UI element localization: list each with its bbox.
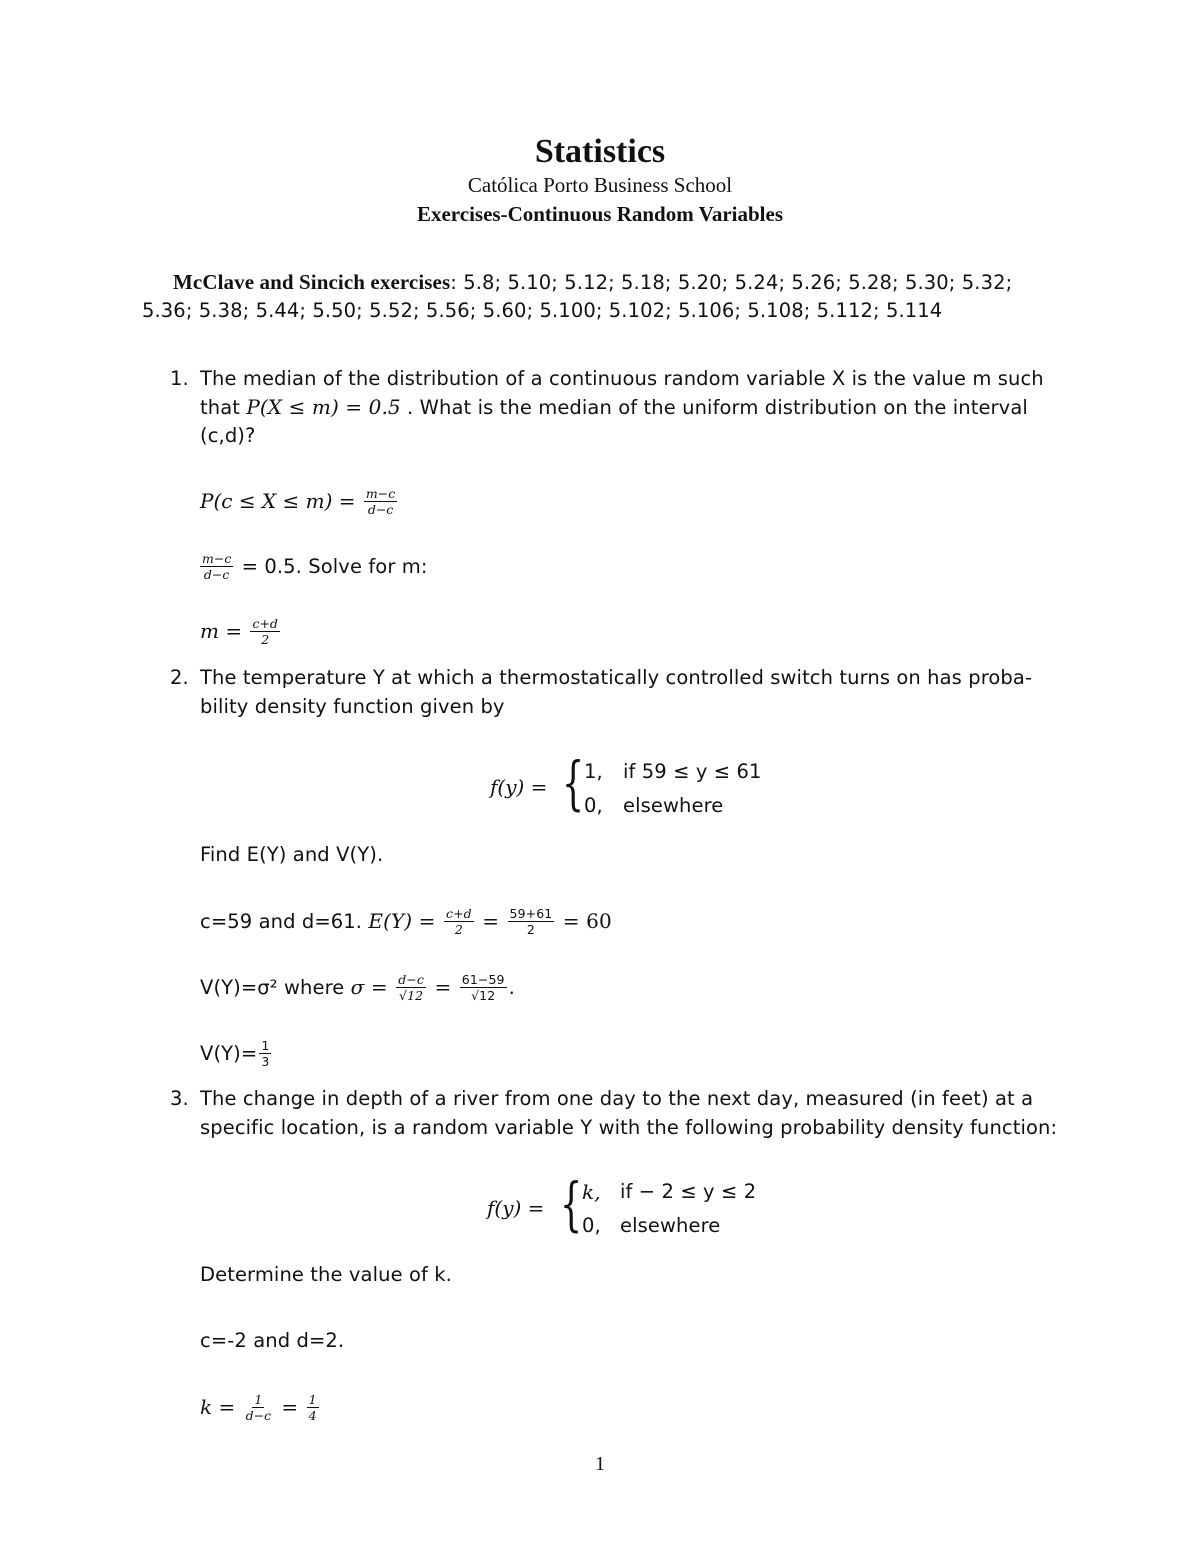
q1-line3: (c,d)? bbox=[200, 424, 256, 447]
school-name: Católica Porto Business School bbox=[467, 173, 733, 197]
q1-line1: The median of the distribution of a continuous random variable X is the value m such bbox=[200, 367, 1044, 390]
exercises-list-line1: McClave and Sincich exercises: 5.8; 5.10; 5.12; 5.18; 5.20; 5.24; 5.26; 5.28; 5.30; 5.32; bbox=[173, 270, 1013, 294]
q2-fraction-3: $\frac{d-c}{√12}$ bbox=[398, 972, 424, 1003]
q2-fraction-2: $\frac{59+61}{2}$ bbox=[509, 906, 553, 937]
exercises-list-line2: 5.36; 5.38; 5.44; 5.50; 5.52; 5.56; 5.60; 5.100; 5.102; 5.106; 5.108; 5.112; 5.114 bbox=[142, 299, 943, 322]
q3-case2-condition: elsewhere bbox=[620, 1214, 721, 1237]
q1-fraction-2: $\frac{m-c}{d-c}$ bbox=[202, 551, 232, 582]
q2-prompt: Find E(Y) and V(Y). bbox=[200, 843, 384, 866]
q2-case2-value: 0, bbox=[584, 794, 603, 817]
q2-case1-value: 1, bbox=[584, 760, 603, 783]
q1-inline-math: P(X ≤ m) = 0.5 bbox=[246, 395, 401, 419]
q2-case2-condition: elsewhere bbox=[623, 794, 724, 817]
q2-fraction-5: $\frac{1}{3}$ bbox=[261, 1038, 270, 1069]
q3-pdf-lhs: f(y) = bbox=[487, 1196, 545, 1220]
q1-number: 1. bbox=[170, 367, 189, 390]
q1-line2: that P(X ≤ m) = 0.5 . What is the median of the uniform distribution on the interval bbox=[200, 395, 1028, 419]
document-subtitle: Exercises-Continuous Random Variables bbox=[416, 202, 783, 226]
q1-fraction-3: $\frac{c+d}{2}$ bbox=[252, 616, 278, 647]
q2-number: 2. bbox=[170, 666, 189, 689]
q1-equation-1: P(c ≤ X ≤ m) = $\frac{m-c}{d-c}$ bbox=[200, 486, 396, 517]
exercises-list-label: McClave and Sincich exercises bbox=[173, 270, 451, 294]
q2-fraction-1: $\frac{c+d}{2}$ bbox=[445, 906, 472, 937]
q3-solution-2: k = $\frac{1}{d-c}$ = $\frac{1}{4}$ bbox=[200, 1392, 317, 1423]
q2-cases-brace: { bbox=[562, 749, 585, 817]
q3-number: 3. bbox=[170, 1087, 189, 1110]
q2-line2: bility density function given by bbox=[200, 695, 505, 718]
q2-line1: The temperature Y at which a thermostatically controlled switch turns on has proba- bbox=[200, 666, 1033, 689]
q3-cases-brace: { bbox=[560, 1170, 583, 1238]
q3-line2: specific location, is a random variable Y with the following probability density function: bbox=[200, 1116, 1058, 1139]
q3-prompt: Determine the value of k. bbox=[200, 1263, 452, 1286]
q2-solution-1: c=59 and d=61. E(Y) = $\frac{c+d}{2}$ = $\frac{59+61}{2}$ = 60 bbox=[200, 906, 612, 937]
q2-pdf-lhs: f(y) = bbox=[490, 775, 548, 799]
q2-solution-2: V(Y)=σ² where σ = $\frac{d-c}{√12}$ = $\frac{61-59}{√12}$ . bbox=[200, 972, 515, 1003]
q3-fraction-2: $\frac{1}{4}$ bbox=[308, 1392, 317, 1423]
q3-case2-value: 0, bbox=[582, 1214, 601, 1237]
q3-case1-condition: if − 2 ≤ y ≤ 2 bbox=[620, 1180, 757, 1203]
document-title: Statistics bbox=[534, 133, 666, 170]
q1-equation-3: m = $\frac{c+d}{2}$ bbox=[200, 616, 278, 647]
q3-line1: The change in depth of a river from one day to the next day, measured (in feet) at a bbox=[200, 1087, 1034, 1110]
q3-case1-value: k, bbox=[582, 1180, 601, 1204]
q1-equation-2: $\frac{m-c}{d-c}$ = 0.5. Solve for m: bbox=[202, 551, 428, 582]
q3-solution-1: c=-2 and d=2. bbox=[200, 1329, 345, 1352]
q1-fraction-1: $\frac{m-c}{d-c}$ bbox=[365, 486, 396, 517]
q3-fraction-1: $\frac{1}{d-c}$ bbox=[245, 1392, 272, 1423]
q2-case1-condition: if 59 ≤ y ≤ 61 bbox=[623, 760, 762, 783]
q2-solution-3: V(Y)= $\frac{1}{3}$ bbox=[200, 1038, 270, 1069]
q2-fraction-4: $\frac{61-59}{√12}$ bbox=[461, 972, 505, 1003]
page-number: 1 bbox=[595, 1453, 605, 1475]
